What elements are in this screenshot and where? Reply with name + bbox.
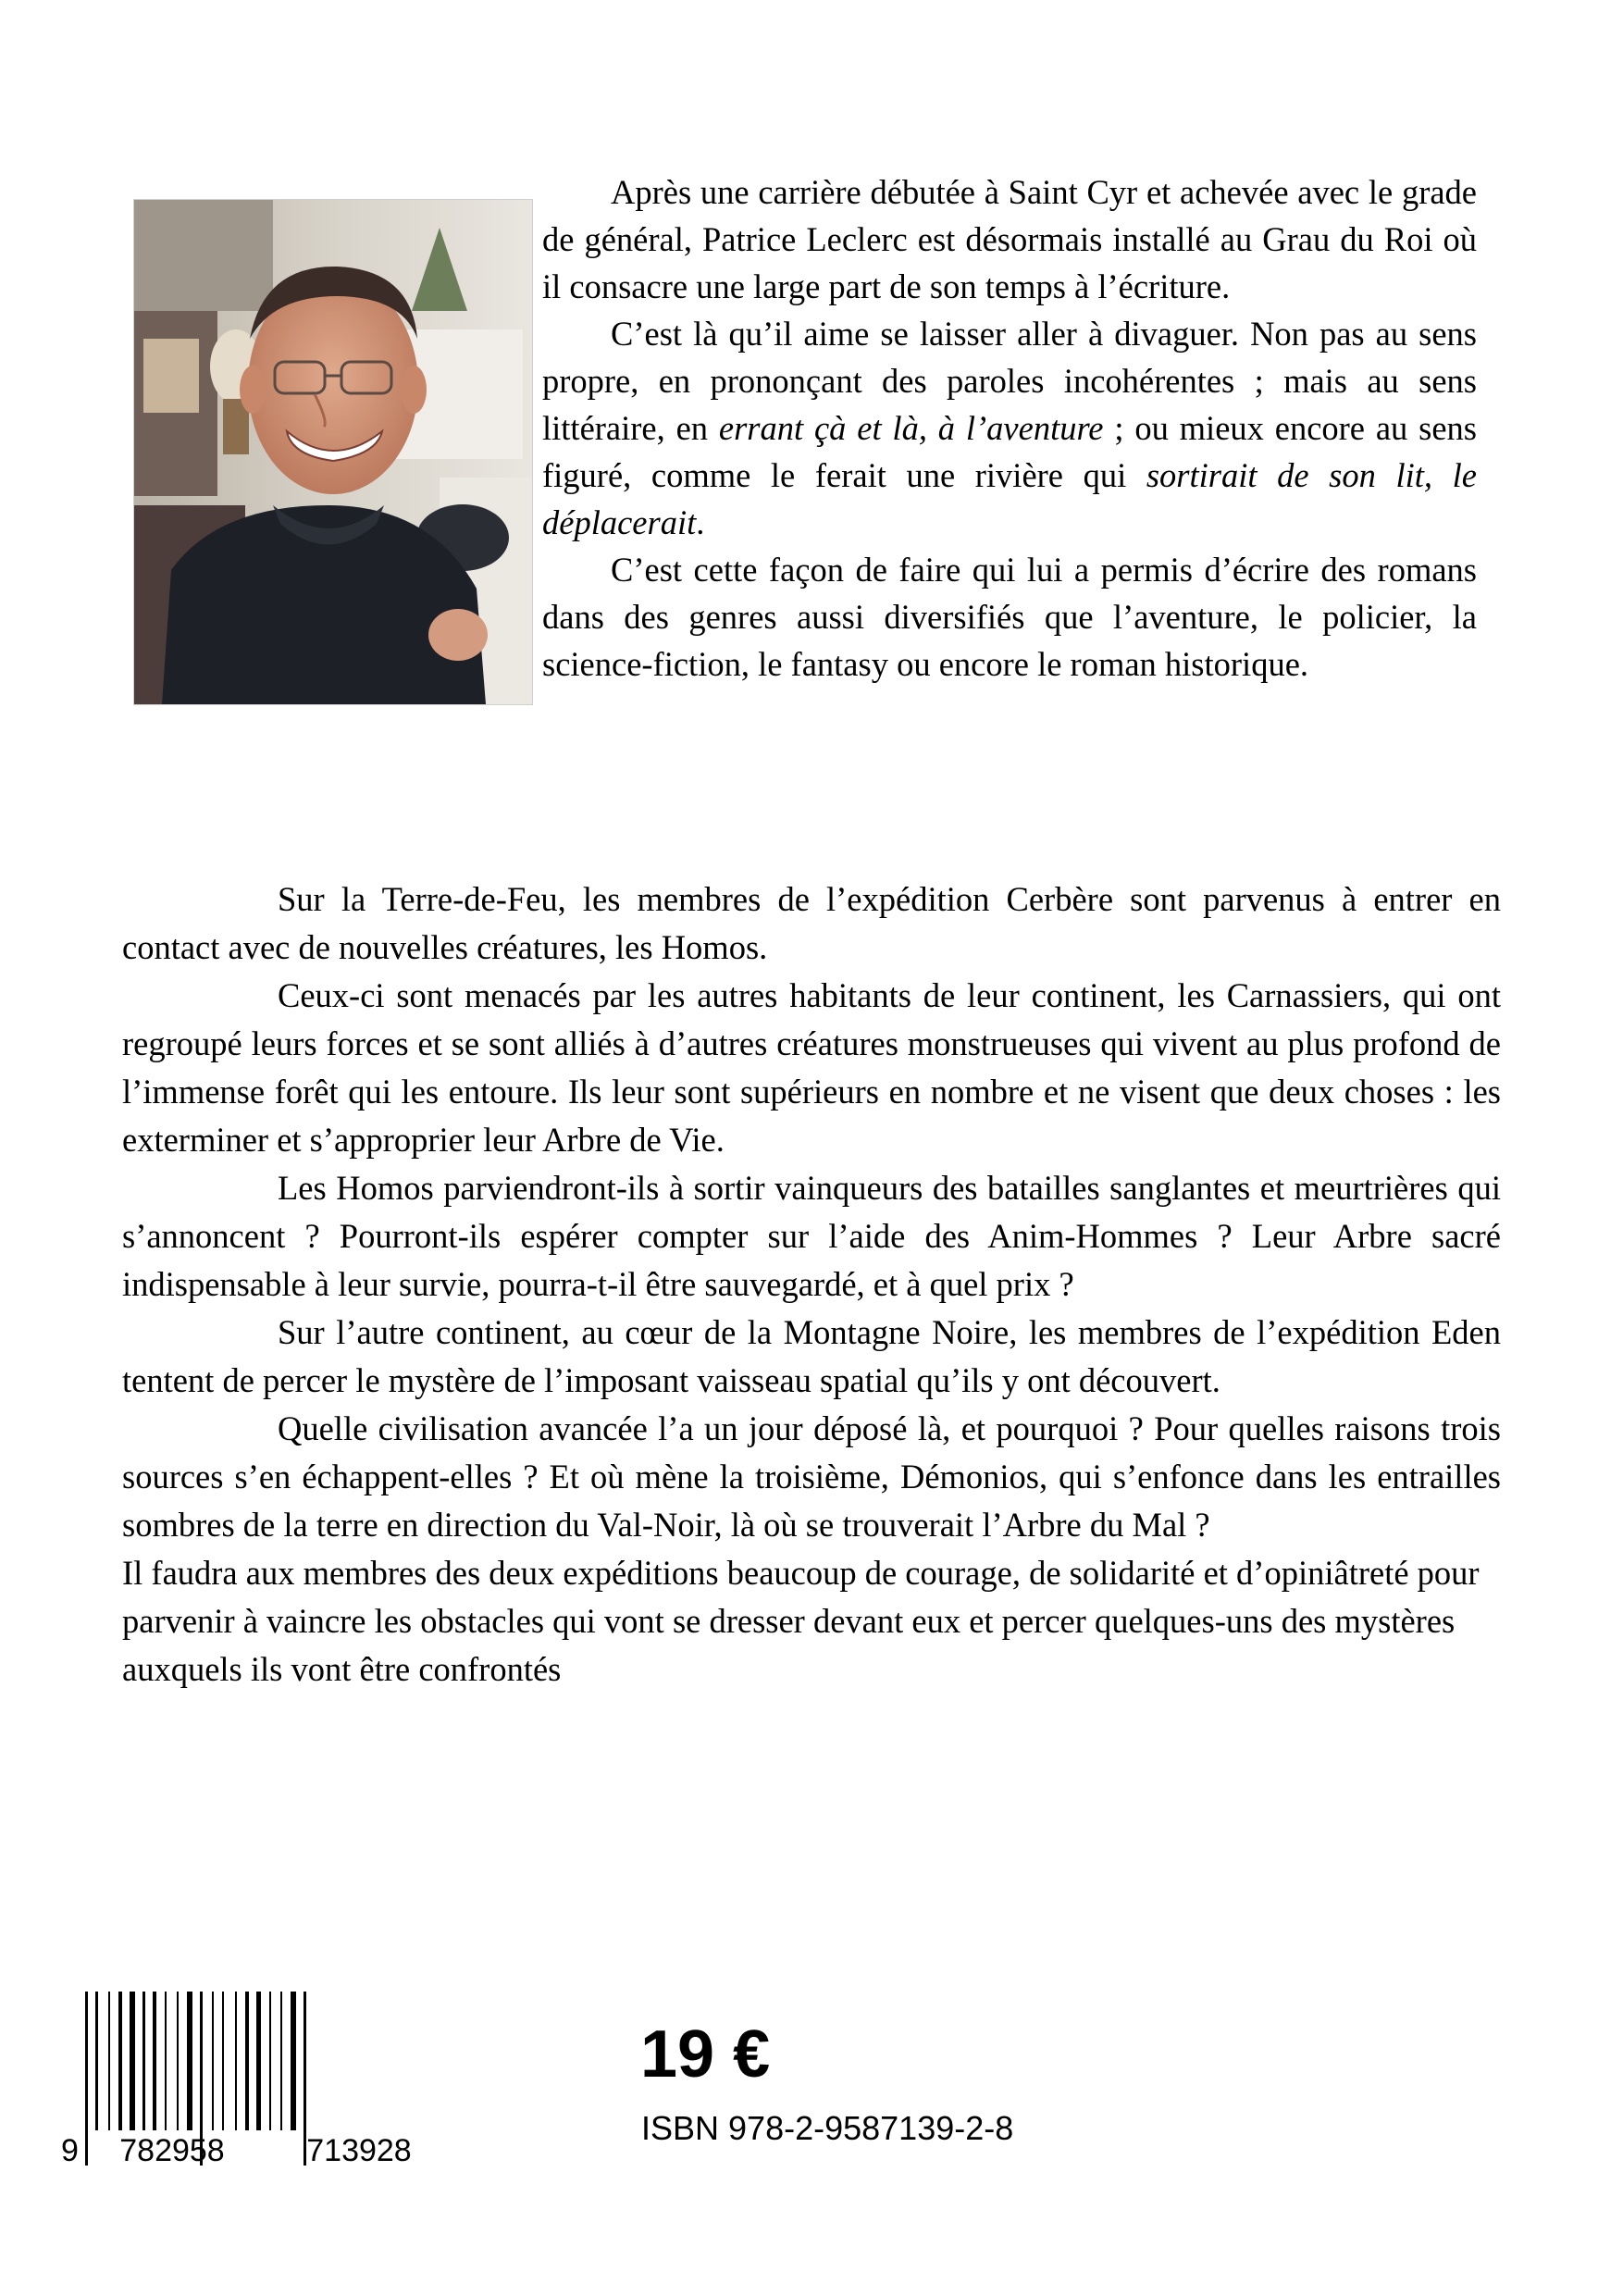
author-photo-image: [134, 200, 532, 704]
barcode-bar: [256, 1992, 261, 2130]
barcode-bar: [85, 1992, 88, 2166]
author-bio: [542, 168, 1477, 688]
bio-paragraph-2-part-c: .: [696, 503, 705, 541]
barcode-bar: [142, 1992, 145, 2130]
isbn-barcode: [61, 1992, 455, 2166]
barcode-bar: [95, 1992, 98, 2130]
barcode-bar: [245, 1992, 249, 2130]
synopsis-paragraph-5: Quelle civilisation avancée l’a un jour déposé là, et pourquoi ? Pour quelles raisons trois sources s’en échappent-elles ? Et où mène la troisième, Démonios, qui s’enfonce dans les entrailles sombres de la terre en direction du Val-Noir, là où se trouverait l’Arbre du Mal ?: [122, 1409, 1501, 1544]
synopsis-paragraph-2: Ceux-ci sont menacés par les autres habitants de leur continent, les Carnassiers, qui ont regroupé leurs forces et se sont alliés à d’autres créatures monstrueuses qui vivent au plus profond de l’immense forêt qui les entoure. Ils leur sont supérieurs en nombre et ne visent que deux choses : les exterminer et s’approprier leur Arbre de Vie.: [122, 976, 1501, 1159]
barcode-bar: [280, 1992, 282, 2130]
synopsis-paragraph-6: Il faudra aux membres des deux expéditions beaucoup de courage, de solidarité et d’opiniâtreté pour parvenir à vaincre les obstacles qui vont se dresser devant eux et percer quelques-uns des mystères auxquels ils vont être confrontés: [122, 1554, 1480, 1688]
barcode-bar: [165, 1992, 167, 2130]
barcode-bar: [222, 1992, 224, 2130]
barcode-bar: [153, 1992, 156, 2130]
barcode-bar: [187, 1992, 192, 2130]
bio-paragraph-2-italic-1: errant çà et là, à l’aventure: [718, 409, 1104, 447]
barcode-bar: [108, 1992, 110, 2130]
barcode-bar: [291, 1992, 296, 2130]
barcode-graphic: [61, 1992, 455, 2166]
synopsis-paragraph-3: Les Homos parviendront-ils à sortir vainqueurs des batailles sanglantes et meurtrières qui s’annoncent ? Pourront-ils espérer compter sur l’aide des Anim-Hommes ? Leur Arbre sacré indispensable à leur survie, pourra-t-il être sauvegardé, et à quel prix ?: [122, 1169, 1501, 1303]
price: 19 €: [640, 2017, 771, 2091]
bio-paragraph-2: [542, 310, 1477, 546]
bio-paragraph-2-part-b: ; ou mieux encore au sens figuré, comme le ferait une rivière qui: [542, 409, 1477, 494]
barcode-digits-right: 713928: [306, 2133, 412, 2166]
barcode-bar: [212, 1992, 214, 2130]
synopsis: [122, 875, 1501, 1694]
barcode-bar: [118, 1992, 122, 2130]
bio-paragraph-1: Après une carrière débutée à Saint Cyr et achevée avec le grade de général, Patrice Leclerc est désormais installé au Grau du Roi où il consacre une large part de son temps à l’écriture.: [542, 173, 1477, 305]
isbn-number: ISBN 978-2-9587139-2-8: [641, 2109, 1014, 2147]
barcode-bar: [130, 1992, 135, 2130]
bio-paragraph-2-part-a: C’est là qu’il aime se laisser aller à divaguer. Non pas au sens propre, en prononçant des paroles incohérentes ; mais au sens littéraire, en: [542, 315, 1477, 447]
synopsis-paragraph-4: Sur l’autre continent, au cœur de la Montagne Noire, les membres de l’expédition Eden tentent de percer le mystère de l’imposant vaisseau spatial qu’ils y ont découvert.: [122, 1313, 1501, 1399]
barcode-bar: [269, 1992, 271, 2130]
synopsis-paragraph-1: Sur la Terre-de-Feu, les membres de l’expédition Cerbère sont parvenus à entrer en contact avec de nouvelles créatures, les Homos.: [122, 880, 1501, 966]
barcode-digits-left: 782958: [119, 2133, 225, 2166]
bio-paragraph-2-italic-2: sortirait de son lit, le déplacerait: [542, 456, 1477, 541]
barcode-bar: [177, 1992, 179, 2130]
author-photo: [133, 199, 533, 705]
bio-paragraph-3: C’est cette façon de faire qui lui a permis d’écrire des romans dans des genres aussi diversifiés que l’aventure, le policier, la science-fiction, le fantasy ou encore le roman historique.: [542, 551, 1477, 683]
barcode-digit-first: 9: [61, 2133, 79, 2166]
barcode-bar: [235, 1992, 237, 2130]
